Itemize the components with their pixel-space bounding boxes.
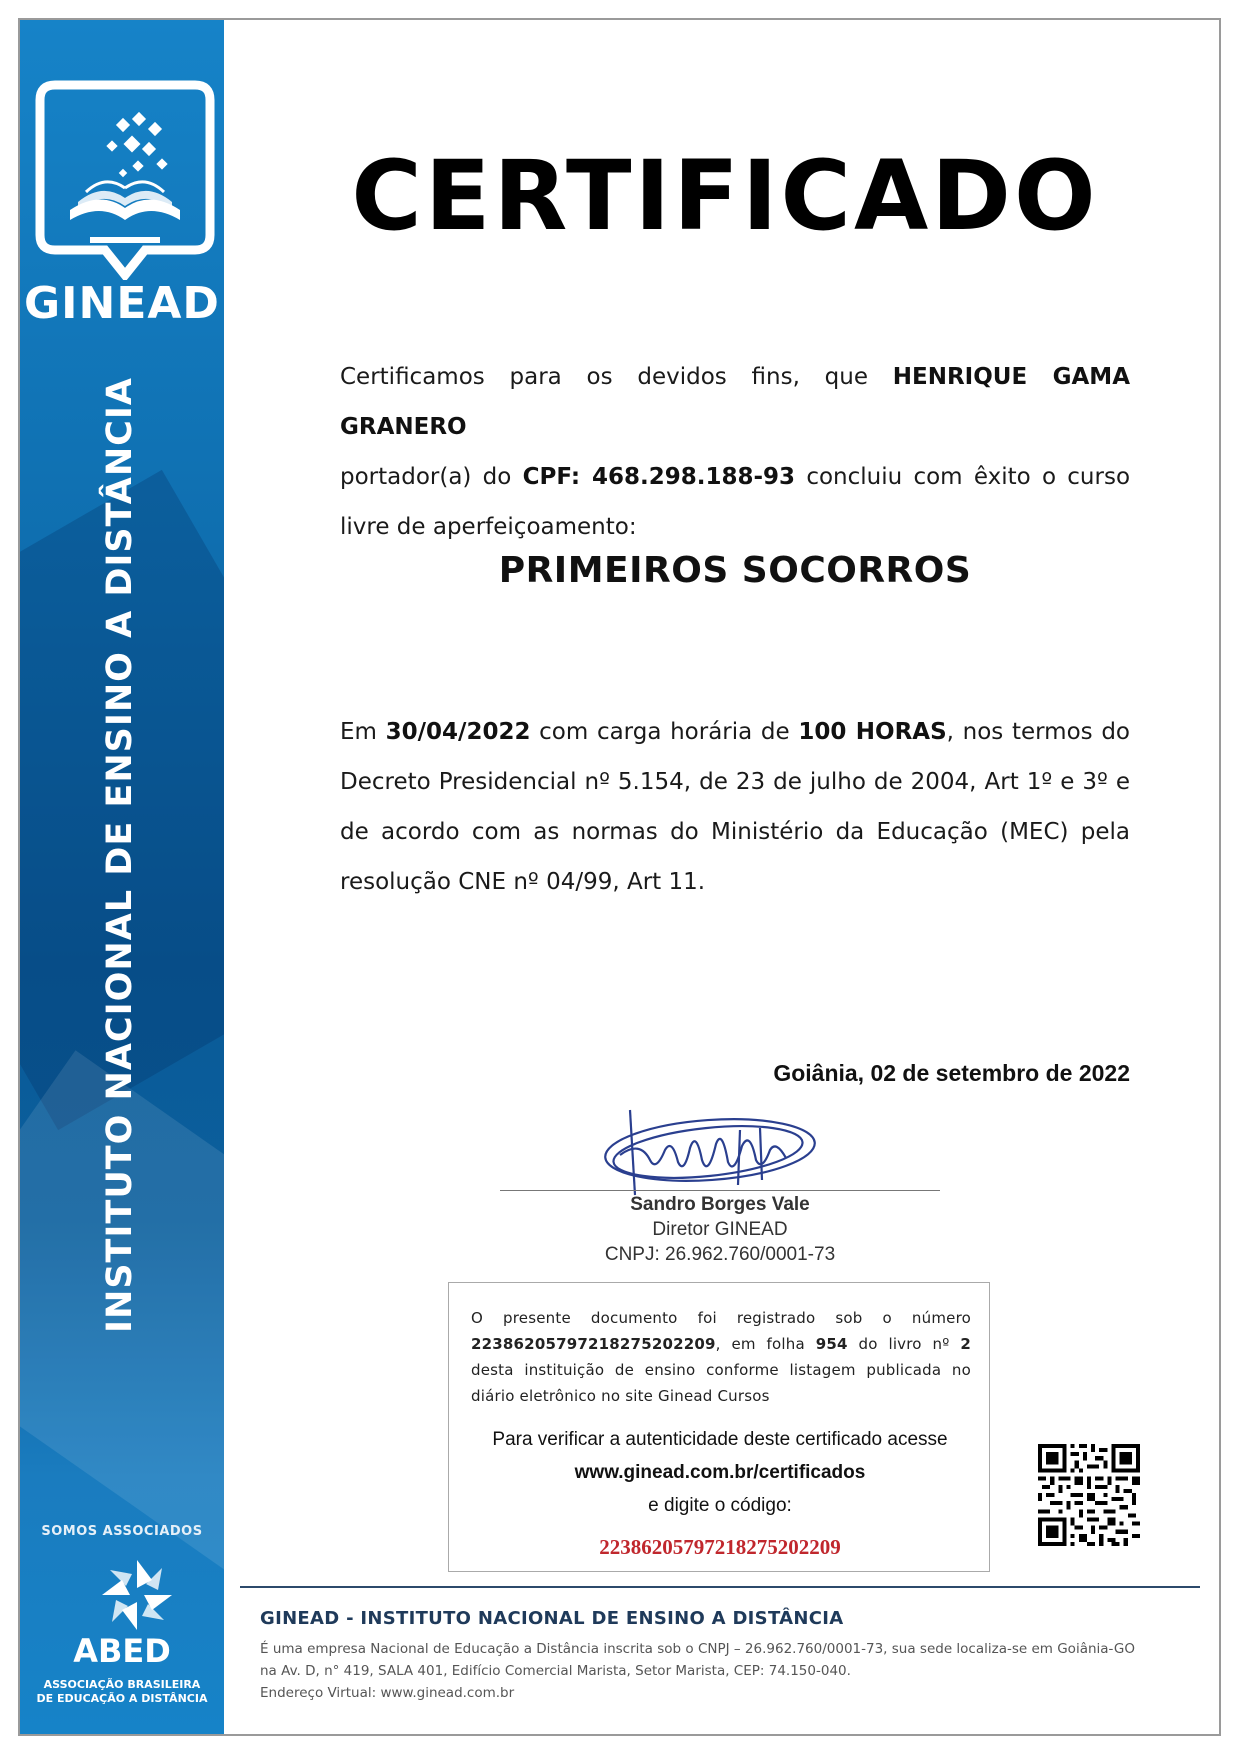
registration-livro: 2 (960, 1335, 971, 1353)
abed-logo-icon (92, 1550, 182, 1640)
registration-folha: 954 (815, 1335, 848, 1353)
verification-code: 22386205797218275202209 (599, 1535, 841, 1559)
intro-text-2: portador(a) do (340, 464, 523, 490)
footer-line-1: É uma empresa Nacional de Educação a Distância inscrita sob o CNPJ – 26.962.760/0001-73, sua sede localiza-se em Goiânia-GO (260, 1641, 1136, 1657)
abed-subtitle-line2: DE EDUCAÇÃO A DISTÂNCIA (36, 1692, 208, 1705)
completion-date: 30/04/2022 (385, 719, 531, 745)
footer-text (260, 1638, 1190, 1704)
city-date: Goiânia, 02 de setembro de 2022 (773, 1060, 1130, 1086)
intro-text-1: Certificamos para os devidos fins, que (340, 364, 893, 390)
signatory-cnpj: CNPJ: 26.962.760/0001-73 (604, 1244, 836, 1265)
sidebar-banner (20, 20, 224, 1734)
associates-label: SOMOS ASSOCIADOS (41, 1524, 203, 1539)
intro-line-2 (340, 452, 1130, 502)
abed-title: ABED (73, 1632, 171, 1670)
footer-line-3[interactable]: Endereço Virtual: www.ginead.com.br (260, 1685, 515, 1701)
registration-line-2 (471, 1331, 971, 1357)
ginead-logo-icon (30, 70, 220, 280)
terms-text-1: Em (340, 719, 386, 745)
signatory-name: Sandro Borges Vale (630, 1194, 810, 1215)
abed-subtitle-line1: ASSOCIAÇÃO BRASILEIRA (43, 1678, 201, 1691)
terms-line-1 (340, 707, 1130, 757)
terms-line-2: Decreto Presidencial nº 5.154, de 23 de julho de 2004, Art 1º e 3º e (340, 769, 1130, 795)
terms-text-2: com carga horária de (530, 719, 799, 745)
signatory-role: Diretor GINEAD (652, 1219, 788, 1240)
terms-line-4: resolução CNE nº 04/99, Art 11. (340, 869, 706, 895)
registration-line-4: diário eletrônico no site Ginead Cursos (471, 1387, 770, 1405)
signatory-block (500, 1192, 940, 1267)
abed-subtitle (20, 1678, 224, 1706)
institute-vertical-title: INSTITUTO NACIONAL DE ENSINO A DISTÂNCIA (100, 377, 140, 1333)
intro-paragraph (340, 352, 1130, 552)
footer-title: GINEAD - INSTITUTO NACIONAL DE ENSINO A DISTÂNCIA (260, 1608, 844, 1629)
registration-text (471, 1305, 971, 1409)
signature-line (500, 1190, 940, 1191)
registration-text-a: , em folha (715, 1335, 816, 1353)
verify-block (449, 1423, 991, 1522)
registration-box (448, 1282, 990, 1572)
student-cpf: CPF: 468.298.188-93 (522, 464, 796, 490)
student-name: HENRIQUE GAMA GRANERO (340, 364, 1130, 440)
course-hours: 100 HORAS (798, 719, 947, 745)
footer-line-2: na Av. D, n° 419, SALA 401, Edifício Comercial Marista, Setor Marista, CEP: 74.150-040. (260, 1663, 851, 1679)
qr-code-icon[interactable] (1038, 1444, 1140, 1546)
registration-line-3: desta instituição de ensino conforme listagem publicada no (471, 1361, 971, 1379)
registration-line-1: O presente documento foi registrado sob o número (471, 1309, 971, 1327)
verify-instruction: Para verificar a autenticidade deste certificado acesse (492, 1429, 948, 1450)
verify-code-instruction: e digite o código: (648, 1495, 792, 1516)
registration-text-b: do livro nº (847, 1335, 961, 1353)
footer-divider (240, 1586, 1200, 1588)
ginead-logo-text: GINEAD (24, 278, 220, 329)
course-name: PRIMEIROS SOCORROS (498, 550, 972, 591)
intro-line-1 (340, 352, 1130, 452)
terms-text-3: , nos termos do (946, 719, 1130, 745)
terms-paragraph (340, 707, 1130, 907)
intro-text-3: concluiu com êxito o curso (795, 464, 1131, 490)
verify-url-link[interactable]: www.ginead.com.br/certificados (574, 1462, 866, 1483)
certificate-title: CERTIFICADO (351, 140, 1099, 252)
intro-line-3: livre de aperfeiçoamento: (340, 514, 637, 540)
registration-number: 22386205797218275202209 (471, 1335, 716, 1353)
terms-line-3: de acordo com as normas do Ministério da Educação (MEC) pela (340, 819, 1130, 845)
